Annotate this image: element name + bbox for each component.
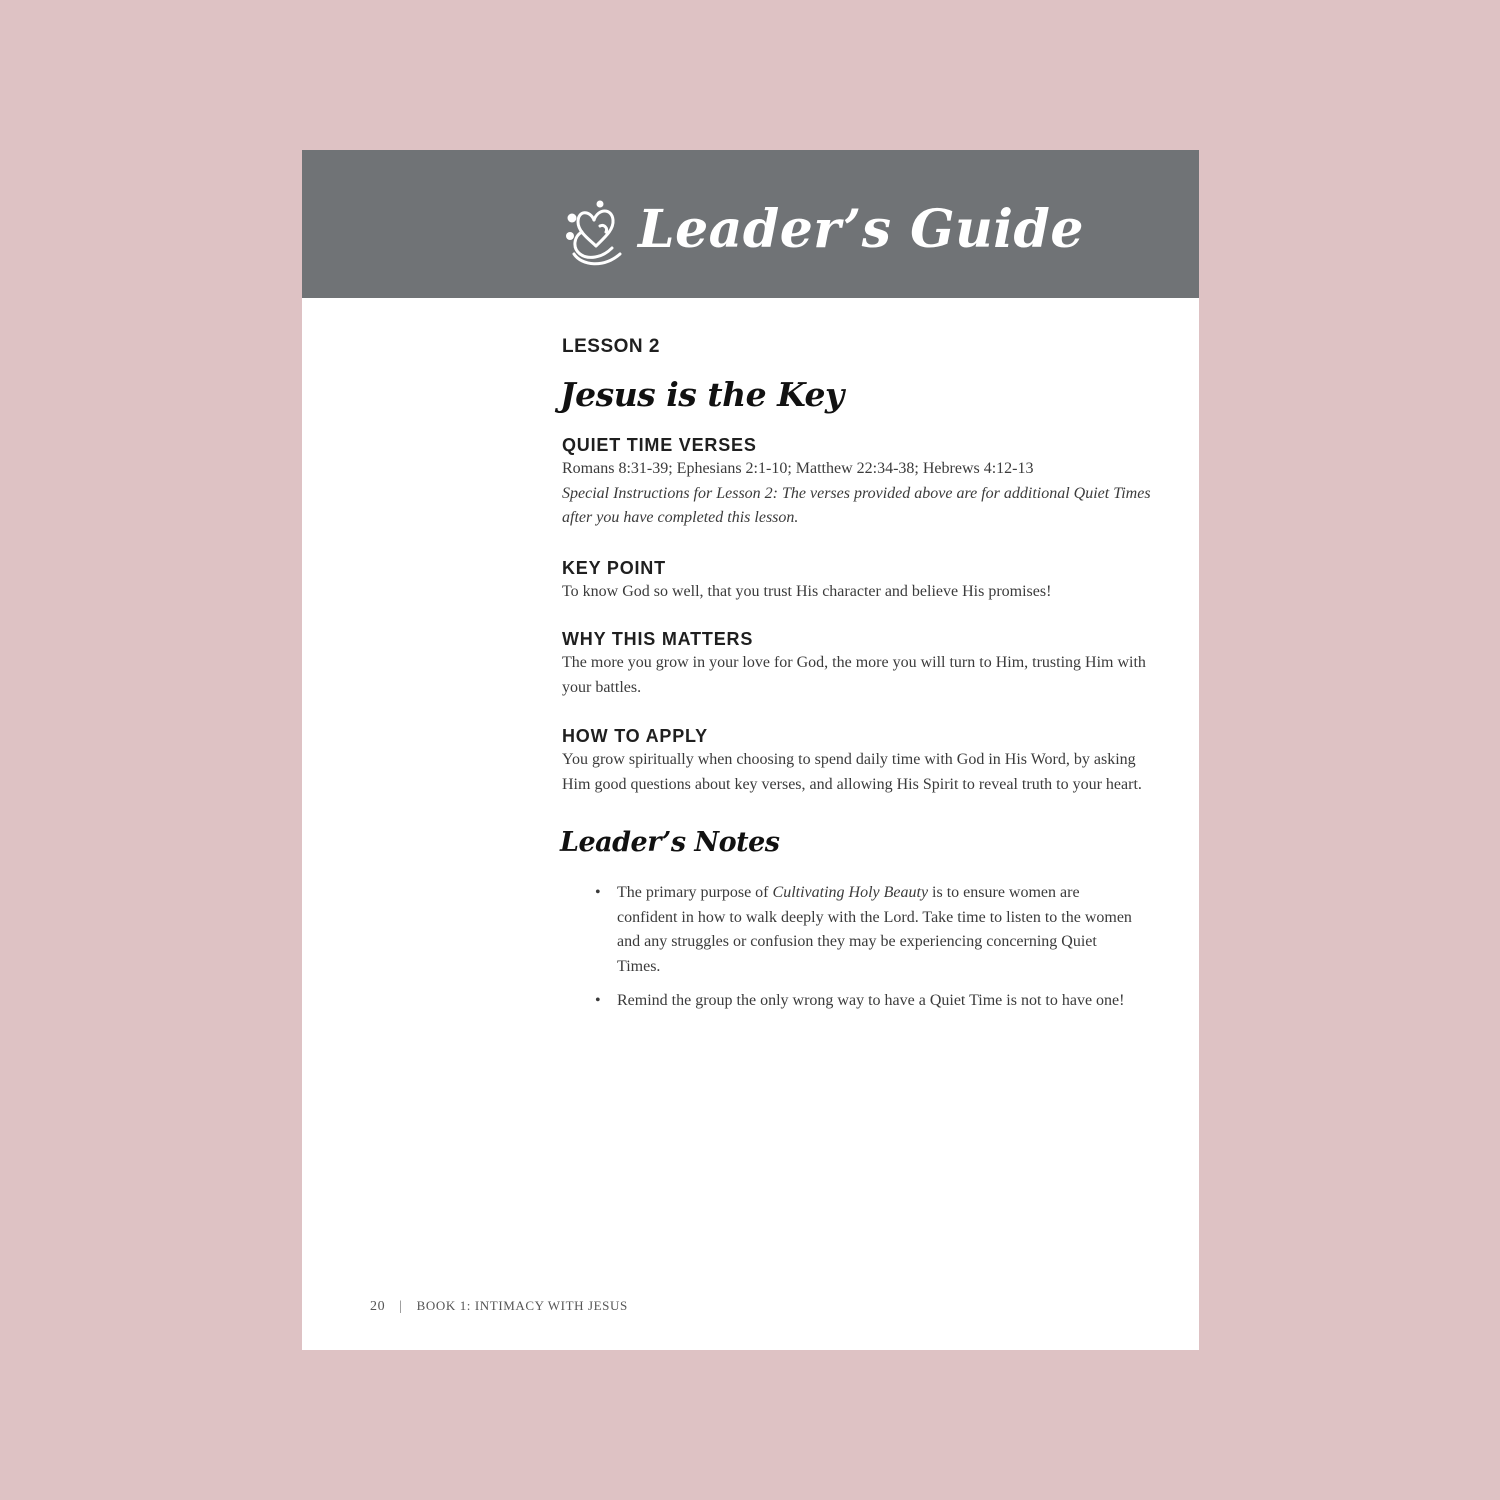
quiet-time-verses: Romans 8:31-39; Ephesians 2:1-10; Matthew 22:34-38; Hebrews 4:12-13 bbox=[562, 460, 1034, 477]
how-to-apply-section bbox=[562, 724, 1162, 797]
quiet-time-heading: QUIET TIME VERSES bbox=[562, 435, 757, 455]
why-matters-text: The more you grow in your love for God, the more you will turn to Him, trusting Him with your battles. bbox=[562, 654, 1146, 696]
lesson-label: LESSON 2 bbox=[562, 336, 660, 357]
note-text: Remind the group the only wrong way to have a Quiet Time is not to have one! bbox=[617, 992, 1125, 1009]
lesson-content bbox=[562, 335, 1162, 1024]
bullet-icon: • bbox=[595, 884, 601, 901]
hearts-people-logo-icon bbox=[560, 196, 628, 270]
special-instructions: Special Instructions for Lesson 2: The verses provided above are for additional Quiet Times after you have completed this lesson. bbox=[562, 484, 1151, 526]
key-point-heading: KEY POINT bbox=[562, 557, 666, 578]
how-to-apply-heading: HOW TO APPLY bbox=[562, 726, 708, 746]
bullet-icon: • bbox=[595, 992, 601, 1009]
book-title-italic: Cultivating Holy Beauty bbox=[772, 884, 929, 901]
book-page bbox=[302, 150, 1199, 1350]
leaders-notes-list bbox=[562, 881, 1162, 1014]
list-item bbox=[595, 989, 1157, 1014]
why-matters-section bbox=[562, 627, 1162, 700]
quiet-time-section bbox=[562, 433, 1162, 531]
how-to-apply-text: You grow spiritually when choosing to spend daily time with God in His Word, by asking Him good questions about key verses, and allowing His Spirit to reveal truth to your heart. bbox=[562, 751, 1142, 793]
why-matters-heading: WHY THIS MATTERS bbox=[562, 629, 754, 649]
note-text: is to ensure women are confident in how to walk deeply with the Lord. Take time to listen to the women and any struggles or confusion they may be experiencing concerning Quiet Times. bbox=[617, 884, 1132, 975]
banner-title: Leader’s Guide bbox=[638, 199, 1084, 260]
footer-separator: | bbox=[399, 1299, 403, 1314]
page-number: 20 bbox=[370, 1299, 386, 1314]
note-text: The primary purpose of bbox=[617, 884, 773, 901]
key-point-section bbox=[562, 556, 1162, 605]
lesson-title: Jesus is the Key bbox=[560, 375, 844, 414]
footer-book-title: BOOK 1: INTIMACY WITH JESUS bbox=[416, 1298, 628, 1313]
leaders-notes-title: Leader’s Notes bbox=[560, 827, 780, 858]
key-point-text: To know God so well, that you trust His character and believe His promises! bbox=[562, 582, 1052, 600]
page-footer bbox=[370, 1298, 628, 1315]
list-item bbox=[595, 881, 1142, 979]
header-banner bbox=[302, 150, 1199, 298]
